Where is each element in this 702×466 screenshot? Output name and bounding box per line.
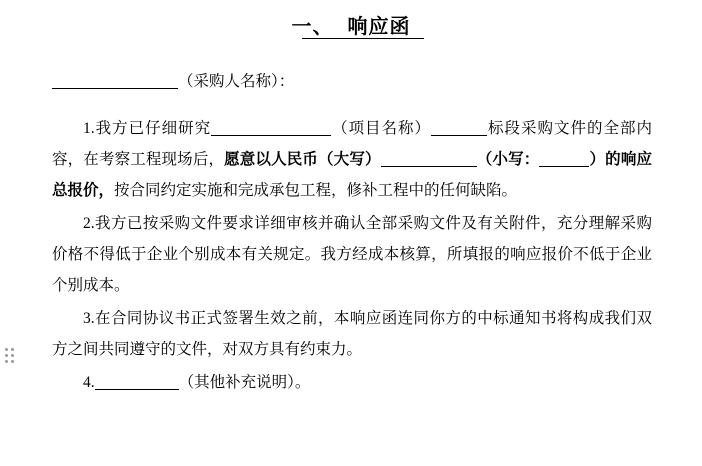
paragraph-3 xyxy=(52,303,652,365)
document-body xyxy=(52,66,652,400)
addressee-blank[interactable] xyxy=(52,71,178,89)
para1-blank-amount-lower[interactable] xyxy=(539,149,589,167)
para3-text: 3.在合同协议书正式签署生效之前，本响应函连同你方的中标通知书将构成我们双方之间共同遵守的文件，对双方具有约束力。 xyxy=(52,310,652,358)
para1-seg-5: 标段采购文件的全部内容，在考察工程现场后， xyxy=(52,120,652,168)
para4-blank-other[interactable] xyxy=(95,372,179,390)
para2-text: 2.我方已按采购文件要求详细审核并确认全部采购文件及有关附件，充分理解采购价格不得低于企业个别成本有关规定。我方经成本核算，所填报的响应报价不低于企业个别成本。 xyxy=(52,215,652,294)
title-number: 一、 xyxy=(291,14,334,38)
para1-seg-3: （项目名称） xyxy=(331,120,432,137)
para1-blank-amount-upper[interactable] xyxy=(381,149,477,167)
addressee-suffix: （采购人名称）： xyxy=(178,73,295,90)
para1-seg-11: 按合同约定实施和完成承包工程，修补工程中的任何缺陷。 xyxy=(114,182,518,199)
para1-blank-project[interactable] xyxy=(211,118,331,136)
addressee-line xyxy=(52,66,652,97)
para1-seg-1: 1.我方已仔细研究 xyxy=(83,120,212,137)
drag-handle-icon[interactable] xyxy=(5,348,14,370)
title-text: 响应函 xyxy=(347,14,411,38)
para4-seg-1: 4. xyxy=(83,374,95,391)
paragraph-1 xyxy=(52,113,652,206)
para1-seg-8: （小写： xyxy=(476,151,540,168)
title-underline xyxy=(302,38,424,39)
para4-seg-3: （其他补充说明）。 xyxy=(178,374,311,391)
para1-seg-10: ）的响应总报价， xyxy=(52,151,652,199)
paragraph-2 xyxy=(52,208,652,301)
para1-seg-6: 愿意以人民币（大写） xyxy=(224,151,381,168)
document-title xyxy=(0,10,702,39)
para1-blank-section[interactable] xyxy=(431,118,487,136)
paragraph-4 xyxy=(52,367,652,398)
